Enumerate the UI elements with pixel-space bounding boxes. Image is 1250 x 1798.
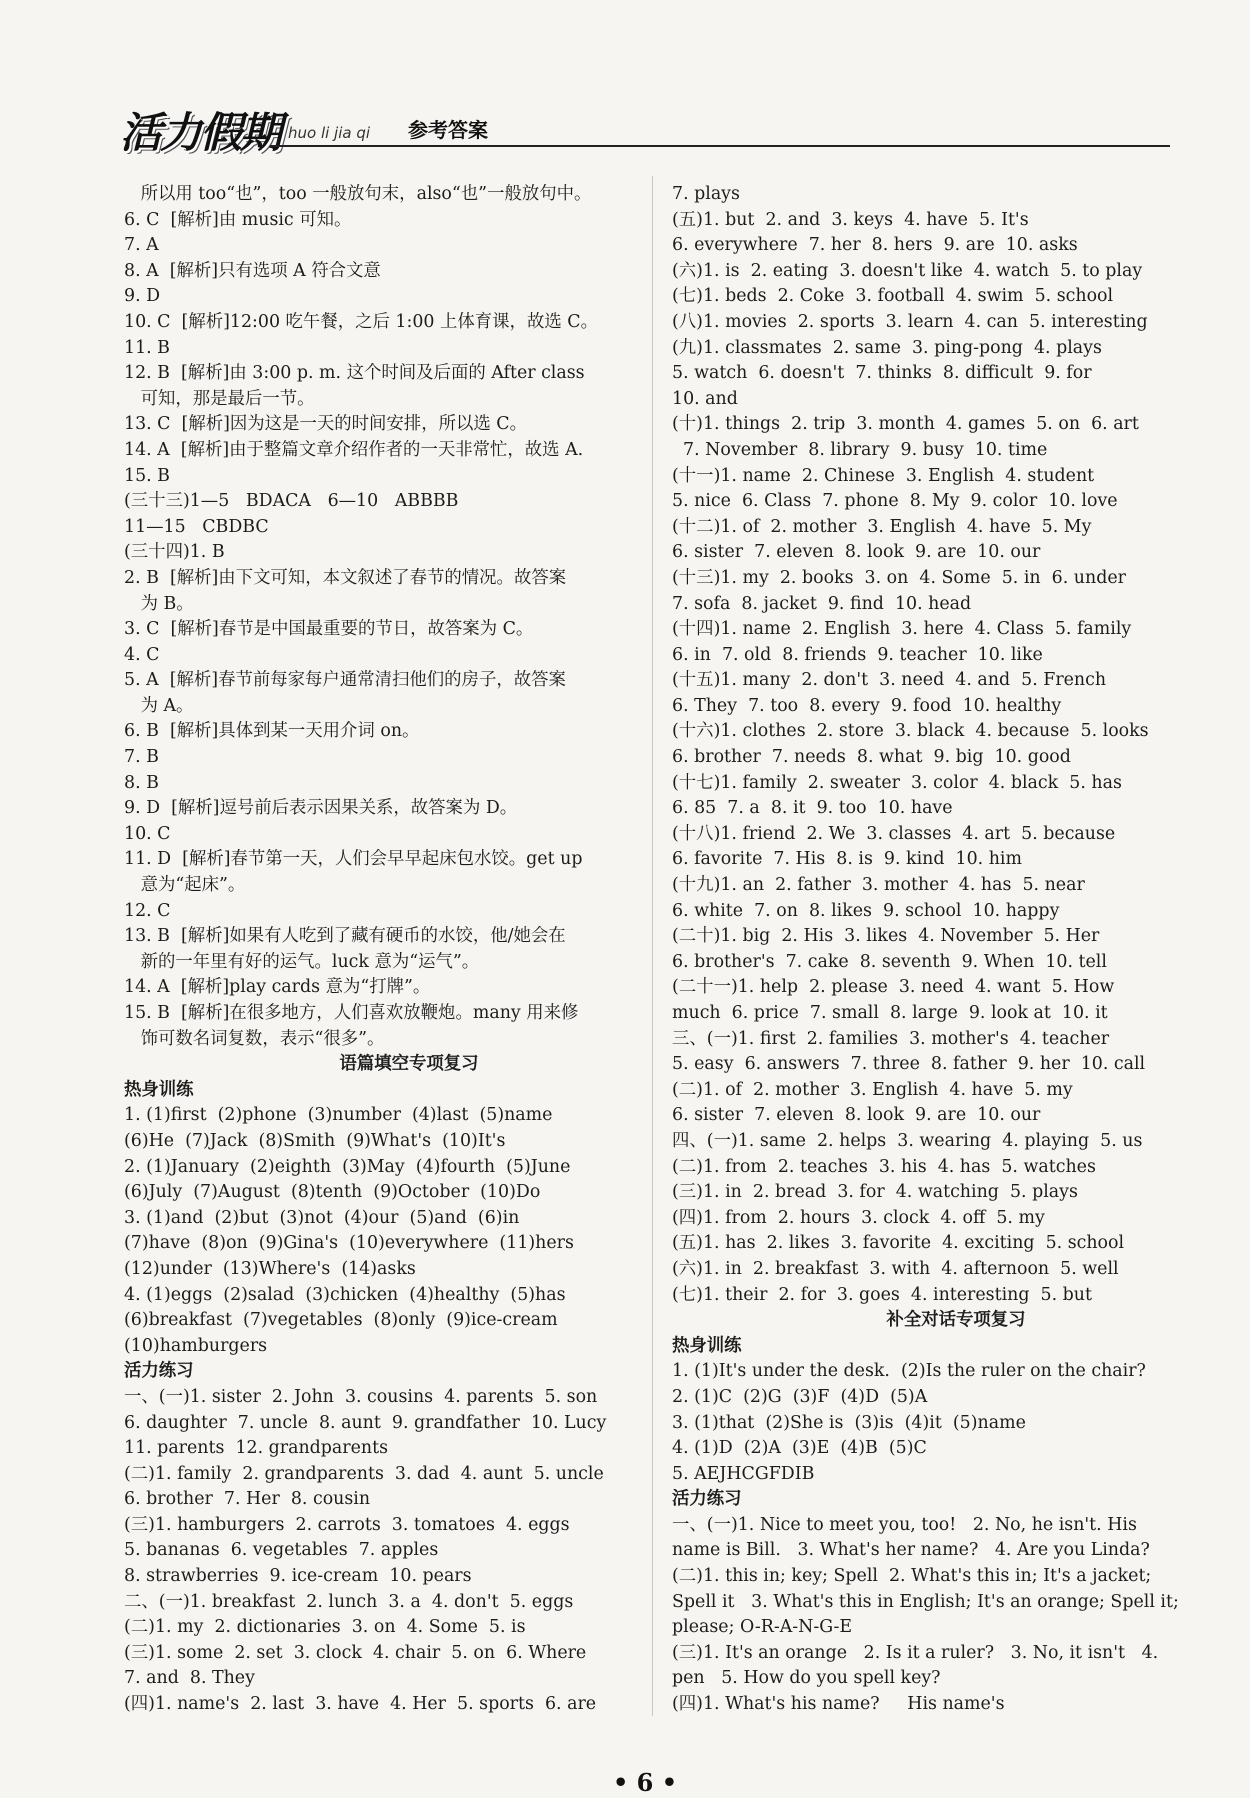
- answer-line: (七)1. beds 2. Coke 3. football 4. swim 5. school: [672, 286, 1114, 307]
- answer-line: (6)July (7)August (8)tenth (9)October (10)Do: [124, 1182, 541, 1203]
- answer-line: (二)1. my 2. dictionaries 3. on 4. Some 5. is: [124, 1617, 526, 1638]
- answer-line: (6)breakfast (7)vegetables (8)only (9)ice-cream: [124, 1310, 558, 1331]
- answer-line: 二、(一)1. breakfast 2. lunch 3. a 4. don't 5. eggs: [124, 1591, 574, 1612]
- answer-line: (10)hamburgers: [124, 1335, 268, 1356]
- answer-line: 饰可数名词复数，表示“很多”。: [124, 1028, 385, 1049]
- answer-line: 6. favorite 7. His 8. is 9. kind 10. him: [672, 849, 1022, 870]
- answer-line: (六)1. is 2. eating 3. doesn't like 4. watch 5. to play: [672, 260, 1143, 281]
- answer-line: 13. B [解析]如果有人吃到了藏有硬币的水饺，他/她会在: [124, 926, 566, 947]
- answer-line: 6. brother's 7. cake 8. seventh 9. When 10. tell: [672, 951, 1107, 972]
- answer-line: (二十)1. big 2. His 3. likes 4. November 5. Her: [672, 926, 1100, 947]
- answer-line: 2. (1)January (2)eighth (3)May (4)fourth (5)June: [124, 1156, 571, 1177]
- column-divider: [652, 176, 653, 1716]
- subsection-heading: 活力练习: [124, 1361, 194, 1382]
- answer-line: 6. everywhere 7. her 8. hers 9. are 10. asks: [672, 235, 1078, 256]
- answer-line: 10. C [解析]12:00 吃午餐，之后 1:00 上体育课，故选 C。: [124, 311, 598, 332]
- answer-line: 6. sister 7. eleven 8. look 9. are 10. our: [672, 1105, 1041, 1126]
- section-heading: 语篇填空专项复习: [339, 1054, 479, 1075]
- answer-line: 3. (1)that (2)She is (3)is (4)it (5)name: [672, 1412, 1026, 1433]
- answer-line: 4. C: [124, 644, 160, 665]
- answer-line: 4. (1)eggs (2)salad (3)chicken (4)healthy (5)has: [124, 1284, 566, 1305]
- answer-line: (三)1. some 2. set 3. clock 4. chair 5. on 6. Where: [124, 1642, 587, 1663]
- answer-line: 为 A。: [124, 695, 194, 716]
- answer-line: 6. sister 7. eleven 8. look 9. are 10. our: [672, 542, 1041, 563]
- answer-line: 11. parents 12. grandparents: [124, 1438, 389, 1459]
- subsection-heading: 热身训练: [672, 1335, 742, 1356]
- answer-line: much 6. price 7. small 8. large 9. look at 10. it: [672, 1003, 1108, 1023]
- answer-line: name is Bill. 3. What's her name? 4. Are you Linda?: [672, 1540, 1150, 1561]
- answer-line: 8. strawberries 9. ice-cream 10. pears: [124, 1566, 472, 1587]
- answer-line: 5. AEJHCGFDIB: [672, 1463, 815, 1484]
- answer-line: 7. plays: [672, 184, 740, 204]
- answer-line: 6. in 7. old 8. friends 9. teacher 10. like: [672, 644, 1043, 665]
- answer-line: 5. A [解析]春节前每家每户通常清扫他们的房子，故答案: [124, 670, 566, 691]
- answer-line: (十八)1. friend 2. We 3. classes 4. art 5. because: [672, 823, 1116, 844]
- answer-line: 8. A [解析]只有选项 A 符合文意: [124, 260, 381, 281]
- answer-line: (十一)1. name 2. Chinese 3. English 4. student: [672, 465, 1095, 486]
- answer-line: (十五)1. many 2. don't 3. need 4. and 5. French: [672, 670, 1107, 691]
- answer-line: 6. They 7. too 8. every 9. food 10. healthy: [672, 695, 1062, 716]
- answer-line: 7. B: [124, 747, 159, 768]
- answer-line: 6. B [解析]具体到某一天用介词 on。: [124, 721, 420, 742]
- answer-line: 9. D [解析]逗号前后表示因果关系，故答案为 D。: [124, 798, 518, 819]
- answer-line: 4. (1)D (2)A (3)E (4)B (5)C: [672, 1438, 927, 1459]
- left-answer-column: [124, 182, 634, 1718]
- header-rule: [270, 145, 1170, 147]
- answer-line: (三)1. It's an orange 2. Is it a ruler? 3. No, it isn't 4.: [672, 1642, 1159, 1663]
- answer-line: 15. B [解析]在很多地方，人们喜欢放鞭炮。many 用来修: [124, 1003, 579, 1023]
- answer-line: 3. C [解析]春节是中国最重要的节日，故答案为 C。: [124, 619, 534, 640]
- answer-line: 6. C [解析]由 music 可知。: [124, 209, 352, 230]
- answer-line: 10. C: [124, 823, 171, 844]
- answer-line: (12)under (13)Where's (14)asks: [124, 1258, 416, 1279]
- answer-line: 所以用 too“也”，too 一般放句末，also“也”一般放句中。: [124, 184, 592, 204]
- answer-line: 11. D [解析]春节第一天，人们会早早起床包水饺。get up: [124, 849, 583, 870]
- answer-line: (四)1. What's his name? His name's: [672, 1694, 1005, 1715]
- answer-line: 2. (1)C (2)G (3)F (4)D (5)A: [672, 1386, 928, 1407]
- answer-line: 12. B [解析]由 3:00 p. m. 这个时间及后面的 After class: [124, 363, 585, 384]
- answer-line: (十三)1. my 2. books 3. on 4. Some 5. in 6. under: [672, 567, 1126, 588]
- section-title: 参考答案: [408, 118, 488, 142]
- answer-line: 5. bananas 6. vegetables 7. apples: [124, 1540, 439, 1561]
- page-number: • 6 •: [612, 1768, 678, 1797]
- answer-line: (二十一)1. help 2. please 3. need 4. want 5. How: [672, 977, 1115, 998]
- section-heading: 补全对话专项复习: [886, 1310, 1026, 1331]
- answer-line: 11. B: [124, 337, 170, 358]
- answer-line: (十七)1. family 2. sweater 3. color 4. black 5. has: [672, 772, 1122, 793]
- answer-line: (7)have (8)on (9)Gina's (10)everywhere (11)hers: [124, 1233, 574, 1254]
- answer-line: (三十三)1—5 BDACA 6—10 ABBBB: [124, 491, 459, 512]
- answer-line: (二)1. family 2. grandparents 3. dad 4. aunt 5. uncle: [124, 1463, 604, 1484]
- answer-line: (三)1. hamburgers 2. carrots 3. tomatoes 4. eggs: [124, 1514, 570, 1535]
- subsection-heading: 活力练习: [672, 1489, 742, 1510]
- answer-line: 14. A [解析]由于整篇文章介绍作者的一天非常忙，故选 A.: [124, 439, 584, 460]
- answer-line: (二)1. of 2. mother 3. English 4. have 5. my: [672, 1079, 1073, 1100]
- answer-line: (四)1. from 2. hours 3. clock 4. off 5. my: [672, 1207, 1045, 1228]
- answer-line: (十四)1. name 2. English 3. here 4. Class 5. family: [672, 619, 1132, 640]
- answer-line: (七)1. their 2. for 3. goes 4. interesting 5. but: [672, 1284, 1092, 1305]
- answer-line: 6. white 7. on 8. likes 9. school 10. happy: [672, 900, 1060, 921]
- answer-line: 新的一年里有好的运气。luck 意为“运气”。: [124, 951, 480, 972]
- answer-line: 一、(一)1. Nice to meet you, too! 2. No, he isn't. His: [672, 1514, 1137, 1535]
- answer-line: (二)1. this in; key; Spell 2. What's this in; It's a jacket;: [672, 1566, 1152, 1587]
- answer-line: 5. watch 6. doesn't 7. thinks 8. difficult 9. for: [672, 363, 1092, 384]
- answer-line: 5. nice 6. Class 7. phone 8. My 9. color 10. love: [672, 491, 1118, 512]
- answer-line: 可知，那是最后一节。: [124, 388, 315, 409]
- answer-line: (九)1. classmates 2. same 3. ping-pong 4. plays: [672, 337, 1102, 358]
- answer-line: 2. B [解析]由下文可知，本文叙述了春节的情况。故答案: [124, 567, 567, 588]
- answer-line: 三、(一)1. first 2. families 3. mother's 4. teacher: [672, 1028, 1110, 1049]
- answer-line: (二)1. from 2. teaches 3. his 4. has 5. watches: [672, 1156, 1096, 1177]
- answer-line: 7. and 8. They: [124, 1668, 255, 1689]
- answer-line: (十九)1. an 2. father 3. mother 4. has 5. near: [672, 875, 1085, 896]
- answer-line: 6. 85 7. a 8. it 9. too 10. have: [672, 798, 953, 819]
- page-header: [120, 100, 1170, 157]
- answer-line: 13. C [解析]因为这是一天的时间安排，所以选 C。: [124, 414, 527, 435]
- answer-line: 1. (1)first (2)phone (3)number (4)last (5)name: [124, 1105, 553, 1126]
- answer-line: 为 B。: [124, 593, 194, 614]
- logo-pinyin: huo li jia qi: [288, 124, 371, 142]
- answer-line: 11—15 CBDBC: [124, 516, 269, 537]
- answer-line: 6. brother 7. Her 8. cousin: [124, 1489, 371, 1510]
- answer-line: 3. (1)and (2)but (3)not (4)our (5)and (6)in: [124, 1207, 520, 1228]
- answer-line: Spell it 3. What's this in English; It's an orange; Spell it;: [672, 1591, 1179, 1612]
- answer-line: pen 5. How do you spell key?: [672, 1668, 941, 1689]
- answer-line: 6. daughter 7. uncle 8. aunt 9. grandfather 10. Lucy: [124, 1412, 607, 1433]
- answer-line: 1. (1)It's under the desk. (2)Is the ruler on the chair?: [672, 1361, 1146, 1382]
- answer-line: 10. and: [672, 388, 738, 409]
- answer-line: (十二)1. of 2. mother 3. English 4. have 5. My: [672, 516, 1092, 537]
- answer-line: 12. C: [124, 900, 171, 921]
- answer-line: (十)1. things 2. trip 3. month 4. games 5. on 6. art: [672, 414, 1139, 435]
- answer-line: (三)1. in 2. bread 3. for 4. watching 5. plays: [672, 1182, 1078, 1203]
- answer-line: 7. sofa 8. jacket 9. find 10. head: [672, 593, 972, 614]
- answer-line: (三十四)1. B: [124, 542, 225, 563]
- answer-line: 7. November 8. library 9. busy 10. time: [672, 439, 1048, 460]
- answer-line: (十六)1. clothes 2. store 3. black 4. because 5. looks: [672, 721, 1149, 742]
- answer-line: 四、(一)1. same 2. helps 3. wearing 4. playing 5. us: [672, 1130, 1143, 1151]
- answer-line: 15. B: [124, 465, 170, 486]
- answer-line: please; O-R-A-N-G-E: [672, 1617, 853, 1638]
- answer-line: (六)1. in 2. breakfast 3. with 4. afternoon 5. well: [672, 1258, 1119, 1279]
- answer-line: (八)1. movies 2. sports 3. learn 4. can 5. interesting: [672, 311, 1148, 332]
- book-logo: 活力假期: [120, 108, 281, 157]
- answer-line: (五)1. but 2. and 3. keys 4. have 5. It's: [672, 209, 1029, 230]
- answer-line: (6)He (7)Jack (8)Smith (9)What's (10)It's: [124, 1130, 506, 1151]
- right-answer-column: [672, 182, 1180, 1718]
- answer-line: 9. D: [124, 286, 161, 307]
- answer-line: 意为“起床”。: [124, 875, 246, 896]
- answer-line: 8. B: [124, 772, 159, 793]
- answer-line: 一、(一)1. sister 2. John 3. cousins 4. parents 5. son: [124, 1386, 598, 1407]
- answer-line: 6. brother 7. needs 8. what 9. big 10. good: [672, 747, 1071, 768]
- answer-line: 5. easy 6. answers 7. three 8. father 9. her 10. call: [672, 1054, 1146, 1075]
- answer-line: (五)1. has 2. likes 3. favorite 4. exciting 5. school: [672, 1233, 1125, 1254]
- subsection-heading: 热身训练: [124, 1079, 194, 1100]
- answer-line: 14. A [解析]play cards 意为“打牌”。: [124, 977, 431, 998]
- answer-line: (四)1. name's 2. last 3. have 4. Her 5. sports 6. are: [124, 1694, 597, 1715]
- answer-line: 7. A: [124, 235, 159, 256]
